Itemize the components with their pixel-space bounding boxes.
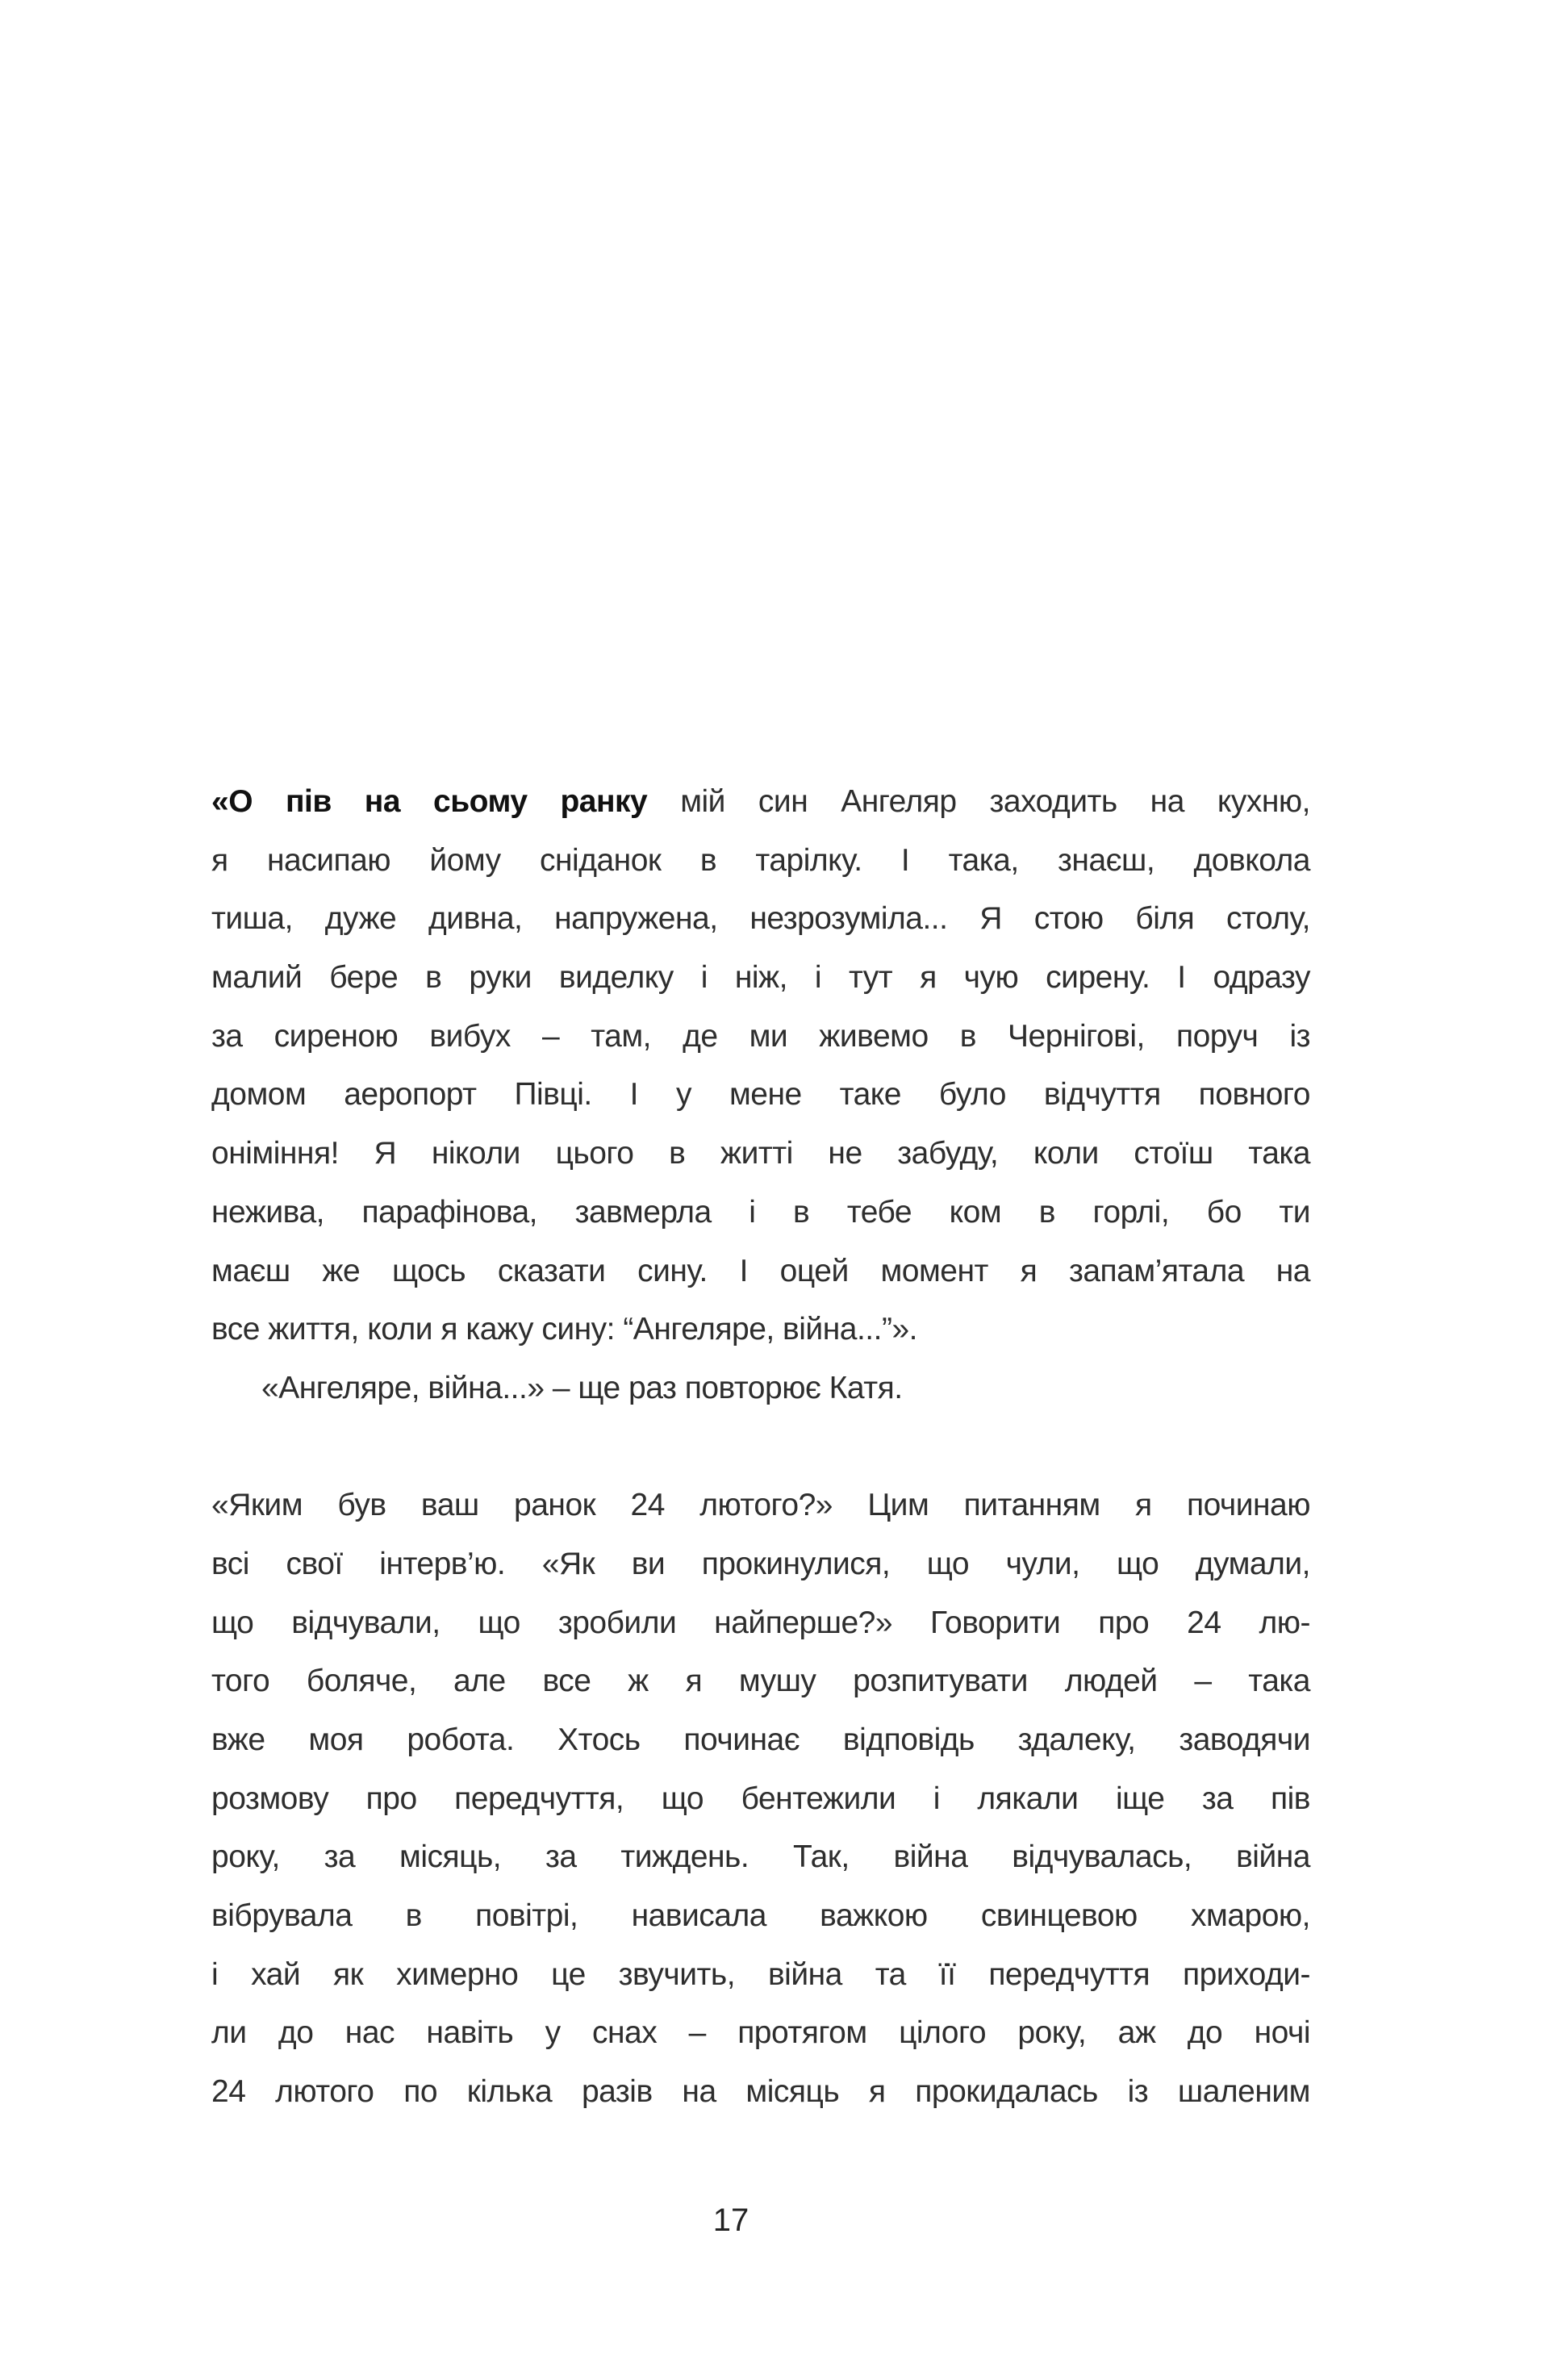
text-line: домом аеропорт Півці. І у мене таке було відчуття повного <box>211 1077 1310 1113</box>
text-line: малий бере в руки виделку і ніж, і тут я чую сирену. І одразу <box>211 960 1310 996</box>
paragraph-gap <box>211 1418 1310 1477</box>
text-line: і хай як химерно це звучить, війна та її передчуття приходи- <box>211 1956 1310 1992</box>
text-line: «Ангеляре, війна...» – ще раз повторює Катя. <box>261 1370 903 1405</box>
text-line: розмову про передчуття, що бентежили і лякали іще за пів <box>211 1781 1310 1816</box>
text-line: ли до нас навіть у снах – протягом цілого року, аж до ночі <box>211 2015 1310 2051</box>
text-line: оніміння! Я ніколи цього в житті не забуду, коли стоїш така <box>211 1136 1310 1171</box>
text-line: всі свої інтерв’ю. «Як ви прокинулися, що чули, що думали, <box>211 1546 1310 1581</box>
text-line: я насипаю йому сніданок в тарілку. І така, знаєш, довкола <box>211 842 1310 878</box>
page-number: 17 <box>712 2203 749 2238</box>
text-line <box>211 773 1310 832</box>
text-line: вібрувала в повітрі, нависала важкою свинцевою хмарою, <box>211 1898 1310 1934</box>
text-line: нежива, парафінова, завмерла і в тебе ком в горлі, бо ти <box>211 1194 1310 1230</box>
text-line-rest: мій син Ангеляр заходить на кухню, <box>647 784 1310 819</box>
text-line: маєш же щось сказати сину. І оцей момент я запам’ятала на <box>211 1253 1310 1288</box>
text-line: що відчували, що зробили найперше?» Говорити про 24 лю- <box>211 1605 1310 1640</box>
body-text <box>211 773 1310 2122</box>
text-line: тиша, дуже дивна, напружена, незрозуміла... Я стою біля столу, <box>211 901 1310 937</box>
text-line: «Яким був ваш ранок 24 лютого?» Цим питанням я починаю <box>211 1488 1310 1523</box>
text-line: за сиреною вибух – там, де ми живемо в Чернігові, поруч із <box>211 1018 1310 1054</box>
text-line: вже моя робота. Хтось починає відповідь здалеку, заводячи <box>211 1722 1310 1757</box>
bold-lead-in: «О пів на сьому ранку <box>211 784 648 819</box>
text-line: того боляче, але все ж я мушу розпитувати людей – така <box>211 1664 1310 1699</box>
text-line: року, за місяць, за тиждень. Так, війна відчувалась, війна <box>211 1839 1310 1875</box>
text-line: 24 лютого по кілька разів на місяць я прокидалась із шаленим <box>211 2074 1310 2110</box>
text-line: все життя, коли я кажу сину: “Ангеляре, війна...”». <box>211 1312 917 1347</box>
